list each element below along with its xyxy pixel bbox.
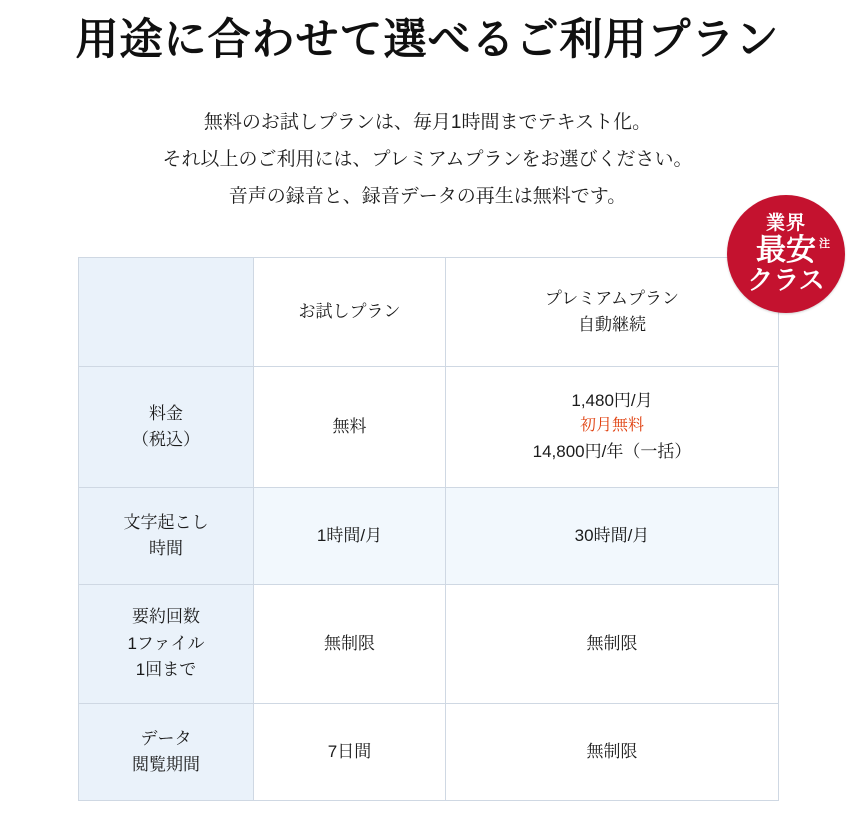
row-label-transcription-line2: 時間	[149, 538, 183, 558]
cell-premium-price	[446, 366, 779, 487]
table-header-row	[79, 257, 779, 366]
table-row	[79, 584, 779, 703]
badge-line-2-text: 最安	[756, 234, 816, 268]
cell-premium-transcription-time: 30時間/月	[446, 487, 779, 584]
header-premium-plan	[446, 257, 779, 366]
cell-free-data-retention: 7日間	[254, 703, 446, 800]
row-label-summary-line3: 1回まで	[135, 660, 197, 680]
cell-free-price: 無料	[254, 366, 446, 487]
row-label-data-line2: 閲覧期間	[132, 754, 200, 774]
pricing-table	[78, 257, 779, 801]
row-label-price	[79, 366, 254, 487]
lead-line-1: 無料のお試しプランは、毎月1時間までテキスト化。	[203, 111, 652, 133]
premium-price-yearly: 14,800円/年（一括）	[532, 442, 692, 462]
premium-price-first-month-free: 初月無料	[579, 417, 644, 435]
premium-price-monthly: 1,480円/月	[571, 391, 653, 411]
lead-line-2: それ以上のご利用には、プレミアムプランをお選びください。	[162, 148, 693, 170]
table-row	[79, 487, 779, 584]
badge-line-2	[756, 234, 830, 268]
row-label-summary-line2: 1ファイル	[127, 633, 205, 653]
row-label-transcription-time	[79, 487, 254, 584]
header-blank-cell	[79, 257, 254, 366]
header-premium-plan-line2: 自動継続	[578, 314, 646, 334]
cell-premium-data-retention: 無制限	[446, 703, 779, 800]
badge-line-3: クラス	[747, 264, 825, 295]
lead-line-3: 音声の録音と、録音データの再生は無料です。	[228, 185, 627, 207]
row-label-summary-line1: 要約回数	[132, 607, 200, 627]
page-title: 用途に合わせて選べるご利用プラン	[75, 16, 780, 64]
cell-free-summary-count: 無制限	[254, 584, 446, 703]
header-free-plan: お試しプラン	[254, 257, 446, 366]
row-label-transcription-line1: 文字起こし	[123, 512, 209, 532]
row-label-price-line2: （税込）	[132, 429, 200, 449]
lead-paragraph	[0, 104, 855, 215]
badge-line-1: 業界	[765, 212, 806, 234]
cell-premium-summary-count: 無制限	[446, 584, 779, 703]
header-premium-plan-line1: プレミアムプラン	[544, 288, 680, 308]
cheapest-class-badge	[727, 195, 845, 313]
row-label-data-retention	[79, 703, 254, 800]
pricing-page	[0, 14, 855, 824]
badge-note-mark: 注	[819, 238, 830, 251]
row-label-data-line1: データ	[140, 728, 192, 748]
row-label-price-line1: 料金	[149, 403, 183, 423]
cell-free-transcription-time: 1時間/月	[254, 487, 446, 584]
row-label-summary-count	[79, 584, 254, 703]
pricing-table-wrapper	[0, 212, 855, 801]
table-row	[79, 703, 779, 800]
table-row	[79, 366, 779, 487]
